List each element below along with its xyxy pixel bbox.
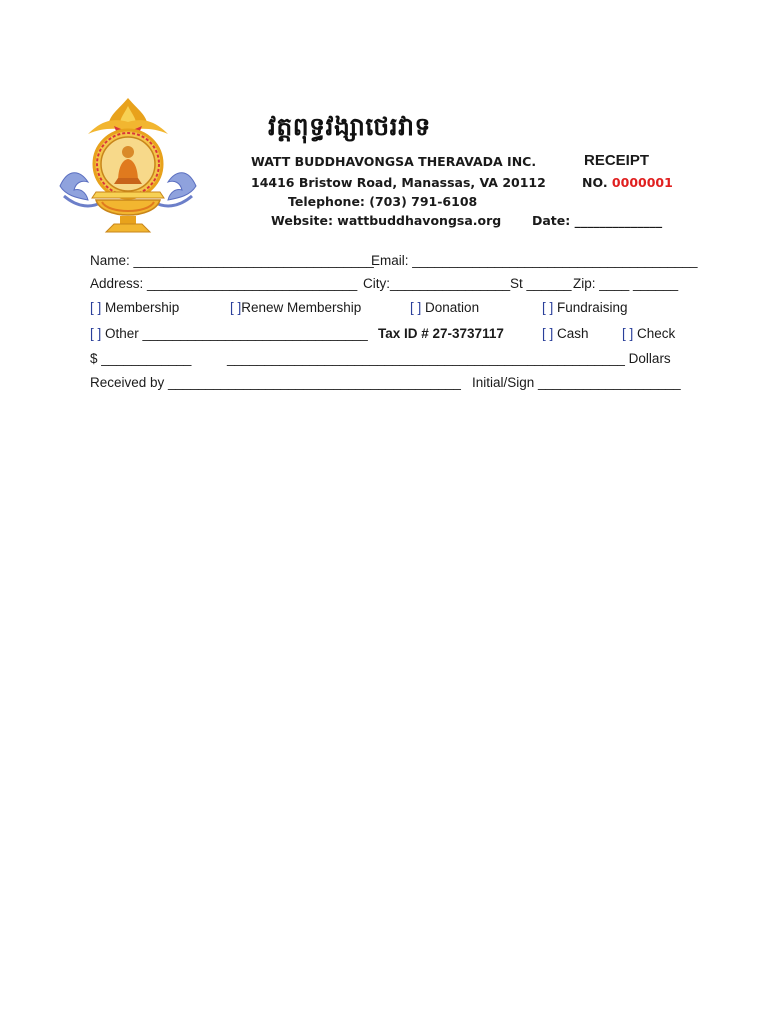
check-label: Check xyxy=(637,326,676,341)
signature-row xyxy=(90,375,690,393)
fundraising-label: Fundraising xyxy=(557,300,628,315)
initial-sign-field[interactable]: Initial/Sign ___________________ xyxy=(472,375,681,390)
date-field[interactable]: Date: ______________ xyxy=(532,213,663,228)
donation-label: Donation xyxy=(425,300,480,315)
city-field[interactable]: City:________________ xyxy=(363,276,511,291)
org-address: 14416 Bristow Road, Manassas, VA 20112 xyxy=(251,175,546,190)
other-option[interactable] xyxy=(90,326,368,341)
org-telephone: Telephone: (703) 791-6108 xyxy=(288,194,478,209)
membership-label: Membership xyxy=(105,300,180,315)
receipt-title: RECEIPT xyxy=(584,152,650,169)
check-checkbox[interactable]: [ ] xyxy=(622,326,634,341)
receipt-number-value: 0000001 xyxy=(611,175,673,190)
membership-checkbox[interactable]: [ ] xyxy=(90,300,102,315)
renew-membership-label: Renew Membership xyxy=(241,300,362,315)
dollar-amount-field[interactable]: $ ____________ xyxy=(90,351,192,366)
amount-in-words-field[interactable]: _____________________________________________________ Dollars xyxy=(227,351,671,366)
renew-membership-checkbox[interactable]: [ ] xyxy=(230,300,242,315)
received-by-field[interactable]: Received by _______________________________________ xyxy=(90,375,461,390)
other-field[interactable]: Other ______________________________ xyxy=(105,326,368,341)
purpose-row xyxy=(90,300,690,318)
fundraising-option[interactable] xyxy=(542,300,628,315)
email-field[interactable]: Email: ______________________________________ xyxy=(371,253,698,268)
org-website: Website: wattbuddhavongsa.org xyxy=(271,213,502,228)
name-email-row xyxy=(90,253,698,271)
check-option[interactable] xyxy=(622,326,675,341)
other-checkbox[interactable]: [ ] xyxy=(90,326,102,341)
membership-option[interactable] xyxy=(90,300,179,315)
fundraising-checkbox[interactable]: [ ] xyxy=(542,300,554,315)
amount-row xyxy=(90,351,690,369)
renew-membership-option[interactable] xyxy=(230,300,361,315)
zip-field[interactable]: Zip: ____ ______ xyxy=(573,276,679,291)
name-field[interactable]: Name: ________________________________ xyxy=(90,253,374,268)
receipt-number xyxy=(582,175,673,190)
cash-option[interactable] xyxy=(542,326,589,341)
org-name: WATT BUDDHAVONGSA THERAVADA INC. xyxy=(251,154,537,169)
donation-checkbox[interactable]: [ ] xyxy=(410,300,422,315)
tax-id: Tax ID # 27-3737117 xyxy=(378,326,504,341)
receipt-number-label: NO. xyxy=(582,175,608,190)
donation-option[interactable] xyxy=(410,300,479,315)
cash-label: Cash xyxy=(557,326,589,341)
address-row xyxy=(90,276,690,294)
temple-logo xyxy=(58,96,198,240)
state-field[interactable]: St ______ xyxy=(510,276,572,291)
khmer-temple-name: វត្តពុទ្ធវង្សាថេរវាទ xyxy=(268,112,431,141)
cash-checkbox[interactable]: [ ] xyxy=(542,326,554,341)
other-payment-row xyxy=(90,326,690,344)
address-field[interactable]: Address: ____________________________ xyxy=(90,276,358,291)
